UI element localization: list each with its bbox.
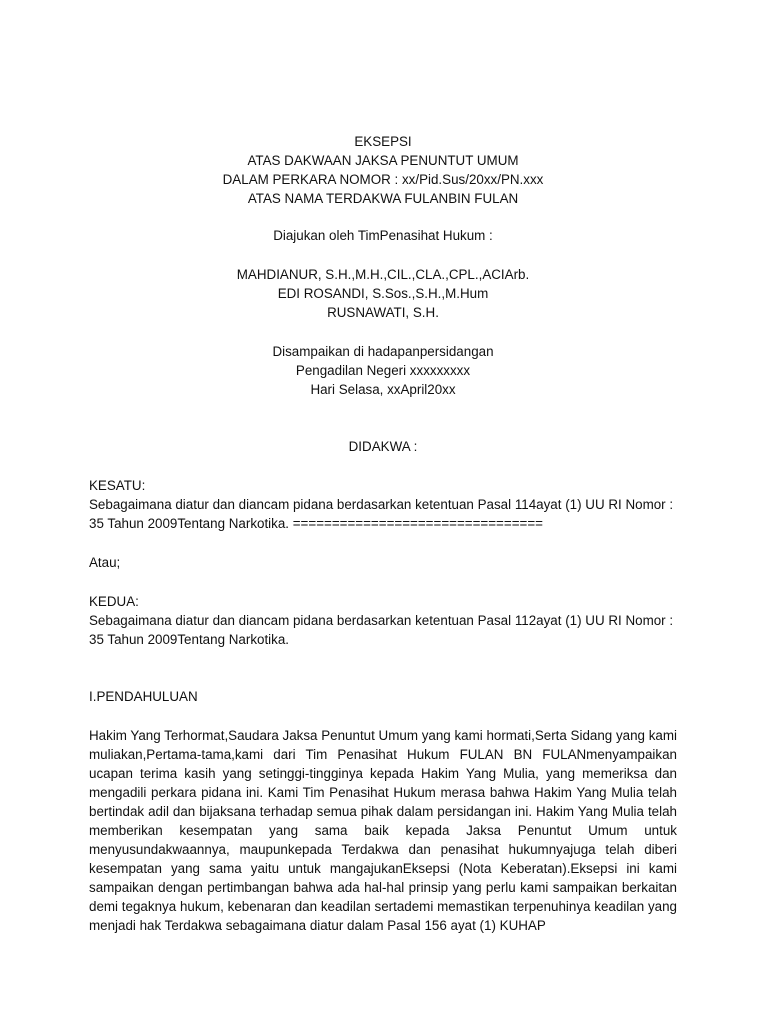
delivery-line: Disampaikan di hadapanpersidangan [272, 344, 494, 359]
document-body [89, 132, 677, 935]
second-charge-label: KEDUA: [89, 594, 139, 609]
delivery-block [89, 342, 677, 399]
first-charge-label: KESATU: [89, 478, 146, 493]
submitted-by-label: Diajukan oleh TimPenasihat Hukum : [273, 228, 493, 243]
first-charge [89, 476, 677, 533]
indictment-heading: DIDAKWA : [348, 439, 418, 454]
doc-subtitle: ATAS DAKWAAN JAKSA PENUNTUT UMUM [247, 153, 519, 168]
section-heading: I.PENDAHULUAN [89, 689, 198, 704]
defendant-name: ATAS NAMA TERDAKWA FULANBIN FULAN [247, 191, 519, 206]
submitted-by-block [89, 226, 677, 245]
indictment-heading-block [89, 437, 677, 456]
second-charge [89, 592, 677, 649]
second-charge-text: Sebagaimana diatur dan diancam pidana berdasarkan ketentuan Pasal 112ayat (1) UU RI Nomor : 35 Tahun 2009Tentang Narkotika. [89, 613, 674, 647]
court-name: Pengadilan Negeri xxxxxxxxx [295, 363, 471, 378]
case-number: DALAM PERKARA NOMOR : xx/Pid.Sus/20xx/PN.xxx [222, 172, 544, 187]
counsel-name: MAHDIANUR, S.H.,M.H.,CIL.,CLA.,CPL.,ACIArb. [236, 267, 530, 282]
or-label: Atau; [89, 555, 121, 570]
doc-title: EKSEPSI [354, 134, 412, 149]
counsel-name: EDI ROSANDI, S.Sos.,S.H.,M.Hum [277, 286, 489, 301]
title-block [89, 132, 677, 208]
hearing-date: Hari Selasa, xxApril20xx [310, 382, 456, 397]
section-introduction [89, 687, 677, 935]
counsel-name: RUSNAWATI, S.H. [327, 305, 439, 320]
counsel-list [89, 265, 677, 322]
introduction-paragraph: Hakim Yang Terhormat,Saudara Jaksa Penuntut Umum yang kami hormati,Serta Sidang yang kami muliakan,Pertama-tama,kami dari Tim Penasihat Hukum FULAN BN FULANmenyampaikan ucapan terima kasih yang setinggi-tingginya kepada Hakim Yang Mulia, yang memeriksa dan mengadili perkara pidana ini. Kami Tim Penasihat Hukum merasa bahwa Hakim Yang Mulia telah bertindak adil dan bijaksana terhadap semua pihak dalam persidangan ini. Hakim Yang Mulia telah memberikan kesempatan yang sama baik kepada Jaksa Penuntut Umum untuk menyusundakwaannya, maupunkepada Terdakwa dan penasihat hukumnyajuga telah diberi kesempatan yang sama yaitu untuk mangajukanEksepsi (Nota Keberatan).Eksepsi ini kami sampaikan dengan pertimbangan bahwa ada hal-hal prinsip yang perlu kami sampaikan berkaitan demi tegaknya hukum, kebenaran dan keadilan sertademi memastikan terpenuhinya keadilan yang menjadi hak Terdakwa sebagaimana diatur dalam Pasal 156 ayat (1) KUHAP [89, 728, 677, 933]
or-block [89, 553, 677, 572]
first-charge-text: Sebagaimana diatur dan diancam pidana berdasarkan ketentuan Pasal 114ayat (1) UU RI Nomor : 35 Tahun 2009Tentang Narkotika. ================================ [89, 497, 674, 531]
